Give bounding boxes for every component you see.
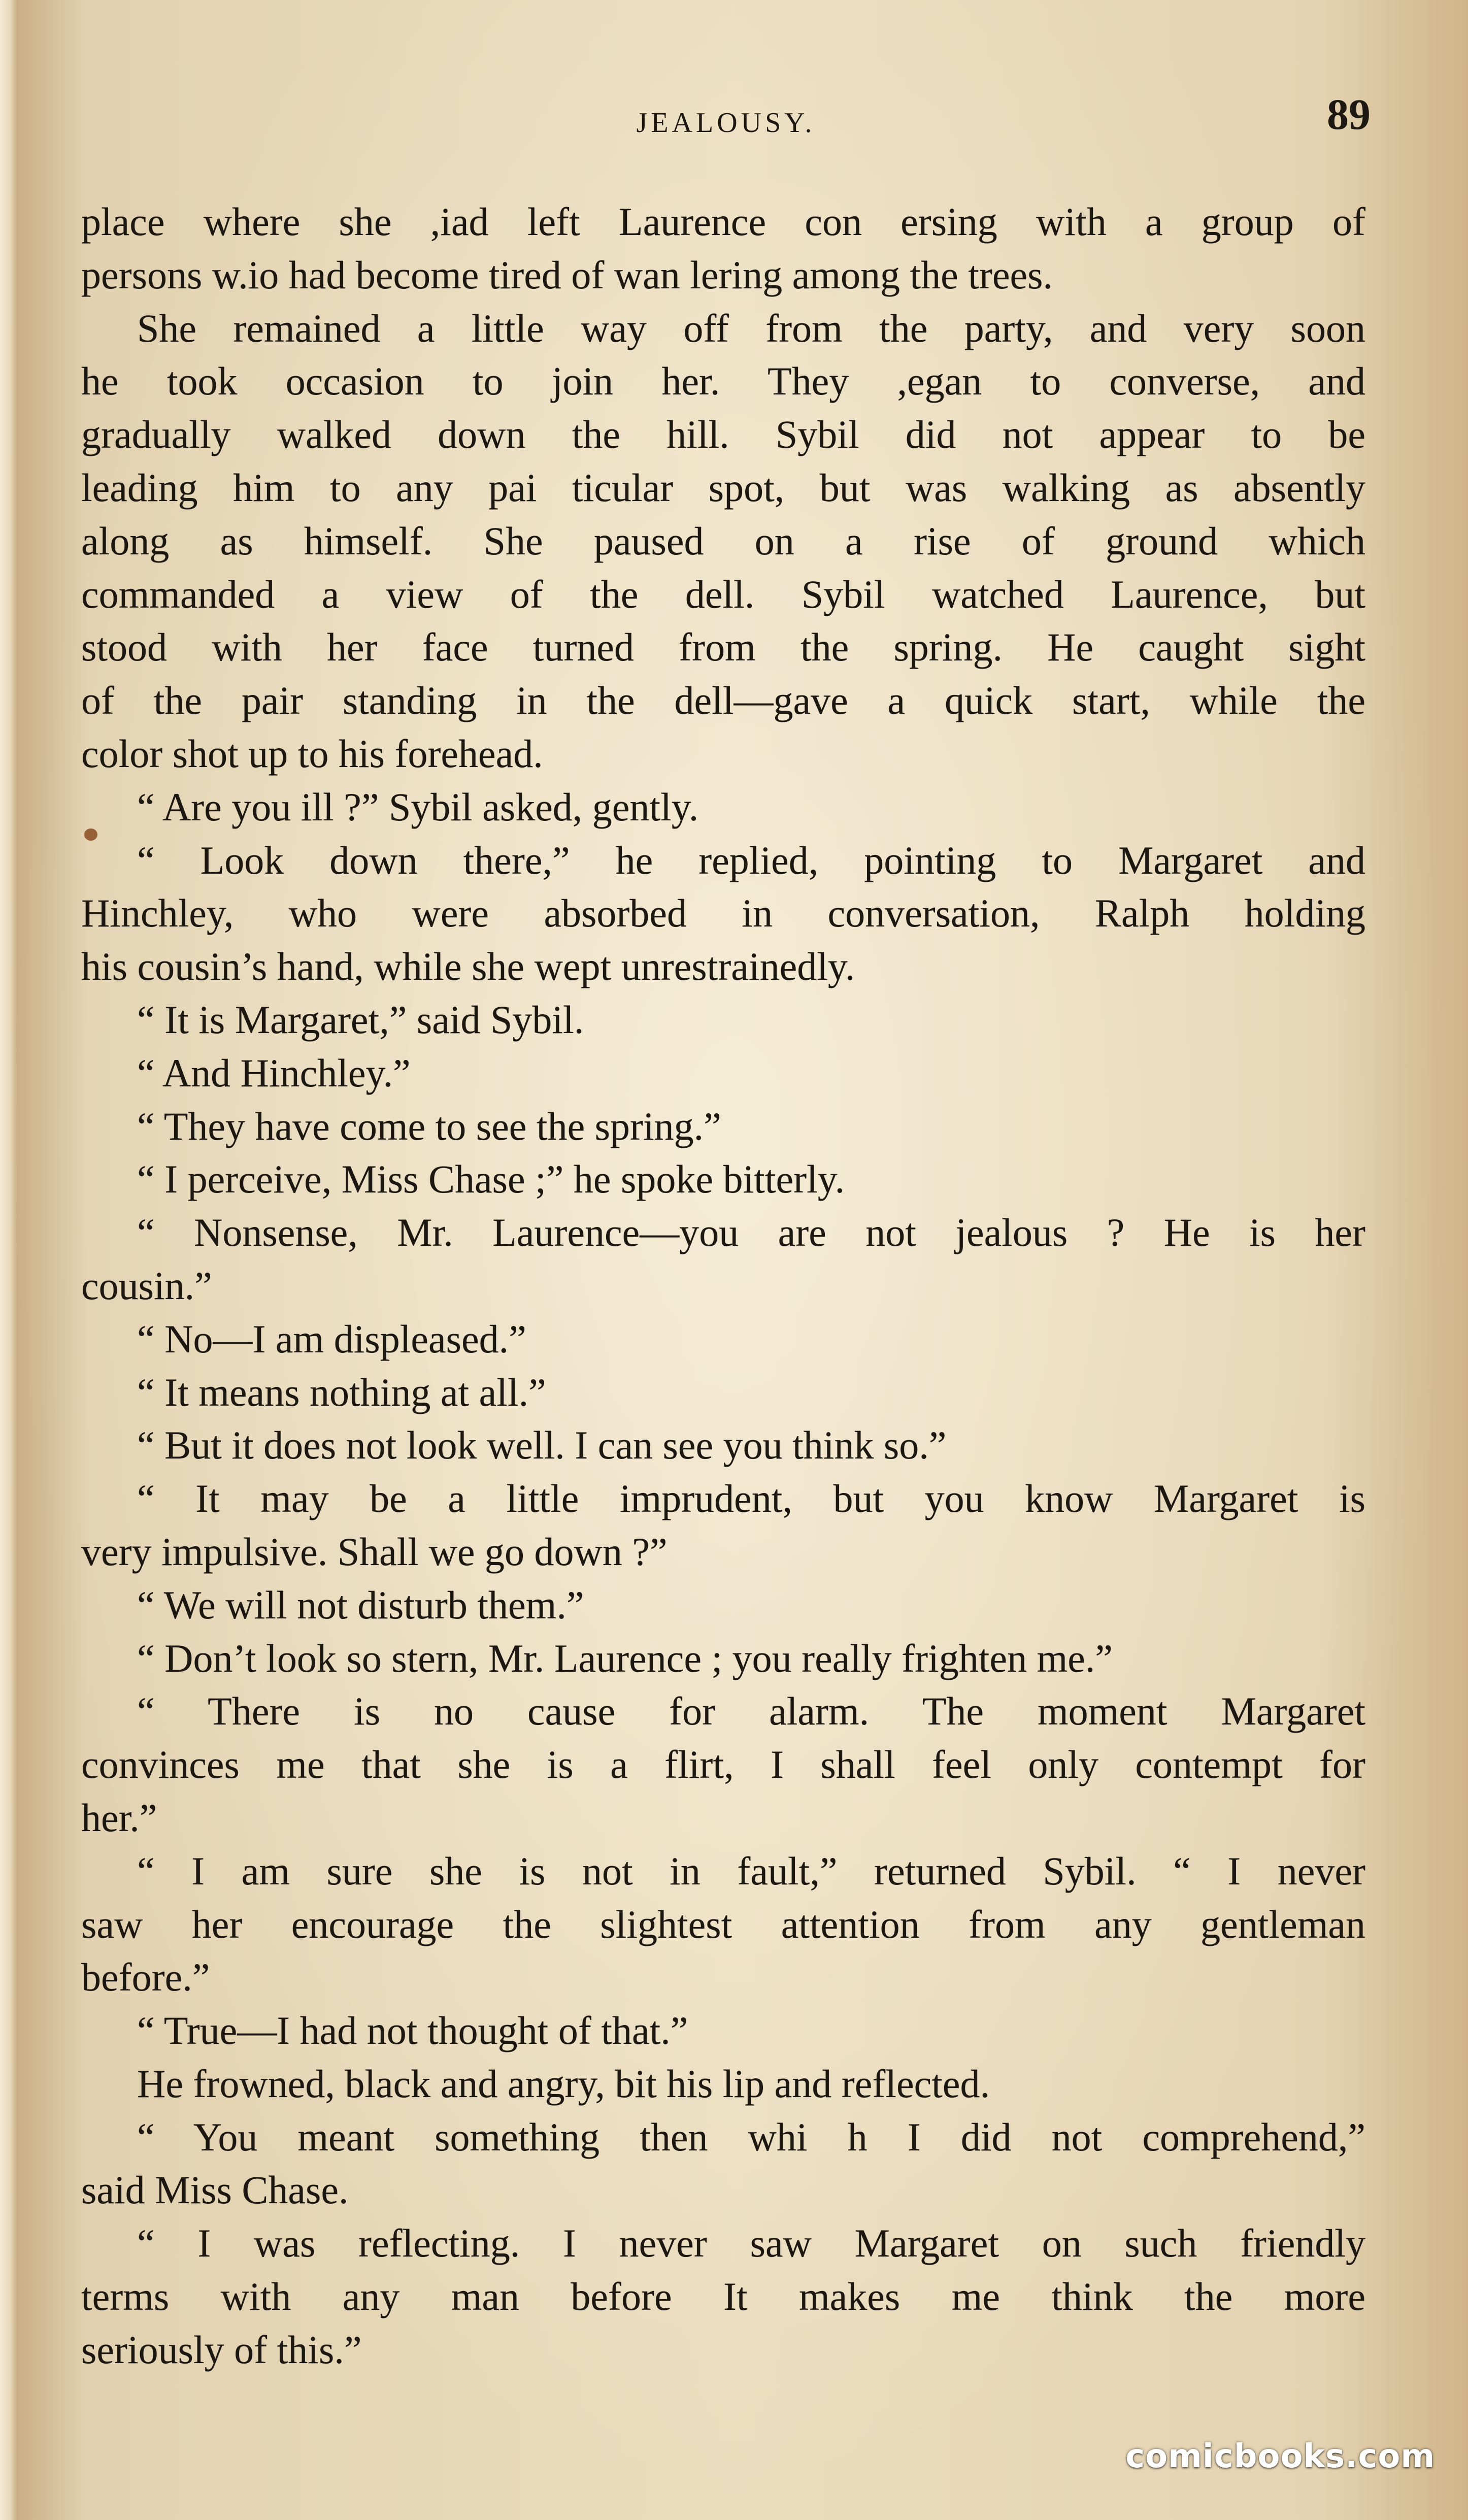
text-line: cousin.”	[81, 1263, 212, 1308]
text-line: gradually walked down the hill. Sybil did not appear to be	[81, 412, 1365, 457]
text-line: “ They have come to see the spring.”	[137, 1104, 721, 1148]
text-line: She remained a little way off from the party, and very soon	[137, 306, 1365, 350]
text-line: “ I perceive, Miss Chase ;” he spoke bitterly.	[137, 1157, 845, 1202]
text-line: “ You meant something then whi h I did not comprehend,”	[137, 2114, 1365, 2159]
text-line: “ Nonsense, Mr. Laurence—you are not jealous ? He is her	[137, 1210, 1365, 1255]
body-text	[81, 195, 1365, 2377]
text-line: “ Look down there,” he replied, pointing to Margaret and	[137, 838, 1365, 882]
text-line: very impulsive. Shall we go down ?”	[81, 1529, 668, 1574]
text-line: “ True—I had not thought of that.”	[137, 2008, 688, 2053]
text-line: commanded a view of the dell. Sybil watched Laurence, but	[81, 572, 1365, 616]
text-line: her.”	[81, 1795, 157, 1840]
running-head: JEALOUSY.	[636, 107, 816, 139]
text-line: seriously of this.”	[81, 2327, 362, 2372]
text-line: “ But it does not look well. I can see you think so.”	[137, 1423, 947, 1468]
text-line: “ It is Margaret,” said Sybil.	[137, 997, 584, 1042]
text-line: “ I was reflecting. I never saw Margaret on such friendly	[137, 2221, 1365, 2266]
text-line: color shot up to his forehead.	[81, 731, 543, 776]
text-line: before.”	[81, 1955, 210, 2000]
text-line: of the pair standing in the dell—gave a quick start, while the	[81, 678, 1365, 723]
text-line: stood with her face turned from the spring. He caught sight	[81, 625, 1365, 670]
text-line: “ Are you ill ?” Sybil asked, gently.	[137, 784, 699, 829]
text-line: “ It may be a little imprudent, but you know Margaret is	[137, 1476, 1365, 1521]
text-line: Hinchley, who were absorbed in conversation, Ralph holding	[81, 891, 1365, 936]
page-edge	[0, 0, 17, 2520]
page-header	[81, 84, 1371, 150]
text-line: “ I am sure she is not in fault,” returned Sybil. “ I never	[137, 1848, 1365, 1893]
text-line: his cousin’s hand, while she wept unrestrainedly.	[81, 944, 855, 989]
text-line: terms with any man before It makes me think the more	[81, 2274, 1365, 2319]
text-line: along as himself. She paused on a rise of ground which	[81, 518, 1365, 563]
text-line: “ It means nothing at all.”	[137, 1370, 546, 1414]
text-line: said Miss Chase.	[81, 2168, 349, 2212]
text-line: “ No—I am displeased.”	[137, 1316, 526, 1361]
text-line: saw her encourage the slightest attention from any gentleman	[81, 1902, 1365, 1946]
text-line: He frowned, black and angry, bit his lip and reflected.	[137, 2061, 990, 2106]
text-line: leading him to any pai ticular spot, but was walking as absently	[81, 465, 1365, 510]
text-line: he took occasion to join her. They ,egan to converse, and	[81, 359, 1365, 404]
text-line: persons w.io had become tired of wan lering among the trees.	[81, 252, 1053, 297]
page-number: 89	[1327, 90, 1371, 139]
text-line: convinces me that she is a flirt, I shall feel only contempt for	[81, 1742, 1365, 1787]
text-line: place where she ,iad left Laurence con ersing with a group of	[81, 200, 1365, 244]
watermark: comicbooks.com	[1125, 2438, 1435, 2475]
text-line: “ And Hinchley.”	[137, 1050, 411, 1095]
ink-stain	[84, 828, 97, 841]
text-line: “ We will not disturb them.”	[137, 1582, 584, 1627]
text-line: “ Don’t look so stern, Mr. Laurence ; you really frighten me.”	[137, 1636, 1113, 1680]
text-line: “ There is no cause for alarm. The moment Margaret	[137, 1689, 1365, 1734]
